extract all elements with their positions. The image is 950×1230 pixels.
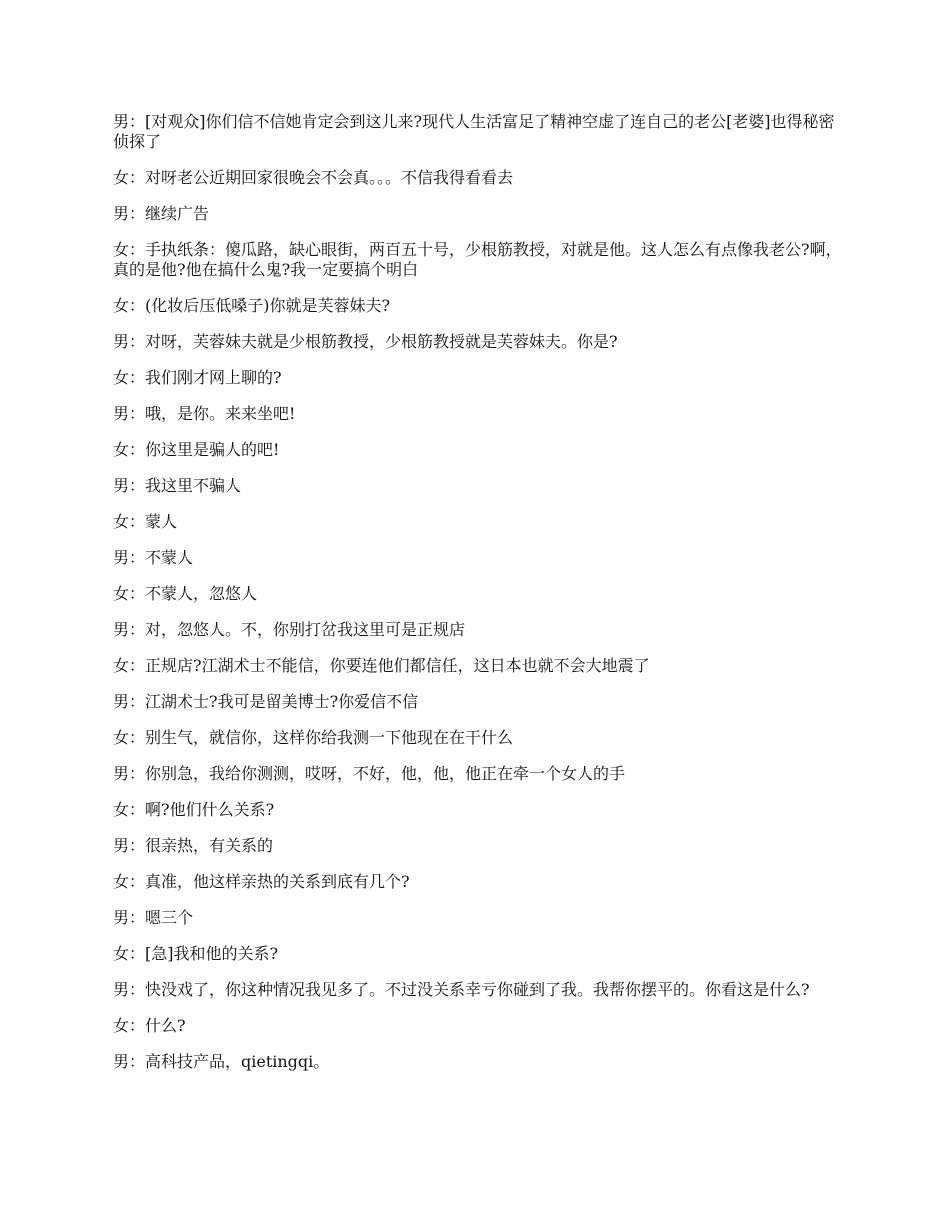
dialogue-line: 男：对，忽悠人。不，你别打岔我这里可是正规店 bbox=[113, 620, 466, 639]
dialogue-line: 男：高科技产品，qietingqi。 bbox=[113, 1052, 330, 1071]
dialogue-line: 女：我们刚才网上聊的? bbox=[113, 368, 282, 387]
dialogue-line: 女：正规店?江湖术士不能信，你要连他们都信任，这日本也就不会大地震了 bbox=[113, 656, 650, 675]
dialogue-line: 男：嗯三个 bbox=[113, 908, 194, 927]
dialogue-line: 女：手执纸条：傻瓜路，缺心眼街，两百五十号，少根筋教授，对就是他。这人怎么有点像我老公?啊，真的是他?他在搞什么鬼?我一定要搞个明白 bbox=[113, 240, 842, 279]
dialogue-line: 女：不蒙人，忽悠人 bbox=[113, 584, 258, 603]
dialogue-line: 女：(化妆后压低嗓子)你就是芙蓉妹夫? bbox=[113, 296, 391, 315]
dialogue-line: 女：啊?他们什么关系? bbox=[113, 800, 275, 819]
dialogue-line: 女：蒙人 bbox=[113, 512, 178, 531]
dialogue-line: 男：我这里不骗人 bbox=[113, 476, 242, 495]
dialogue-line: 女：对呀老公近期回家很晚会不会真。。。不信我得看看去 bbox=[113, 168, 514, 187]
dialogue-line: 男：快没戏了，你这种情况我见多了。不过没关系幸亏你碰到了我。我帮你摆平的。你看这是什么? bbox=[113, 980, 810, 999]
dialogue-line: 女：真准，他这样亲热的关系到底有几个? bbox=[113, 872, 410, 891]
dialogue-line: 男：不蒙人 bbox=[113, 548, 194, 567]
dialogue-line: 男：你别急，我给你测测，哎呀，不好，他，他，他正在牵一个女人的手 bbox=[113, 764, 626, 783]
dialogue-line: 男：[对观众]你们信不信她肯定会到这儿来?现代人生活富足了精神空虚了连自己的老公[老婆]也得秘密侦探了 bbox=[113, 112, 835, 151]
dialogue-line: 男：哦，是你。来来坐吧! bbox=[113, 404, 296, 423]
dialogue-line: 男：江湖术士?我可是留美博士?你爱信不信 bbox=[113, 692, 419, 711]
dialogue-line: 男：很亲热，有关系的 bbox=[113, 836, 274, 855]
dialogue-line: 女：什么? bbox=[113, 1016, 186, 1035]
dialogue-line: 男：对呀，芙蓉妹夫就是少根筋教授，少根筋教授就是芙蓉妹夫。你是? bbox=[113, 332, 618, 351]
document-body bbox=[113, 112, 843, 1088]
dialogue-line: 男：继续广告 bbox=[113, 204, 210, 223]
dialogue-line: 女：别生气，就信你，这样你给我测一下他现在在干什么 bbox=[113, 728, 514, 747]
dialogue-line: 女：[急]我和他的关系? bbox=[113, 944, 279, 963]
dialogue-line: 女：你这里是骗人的吧! bbox=[113, 440, 280, 459]
